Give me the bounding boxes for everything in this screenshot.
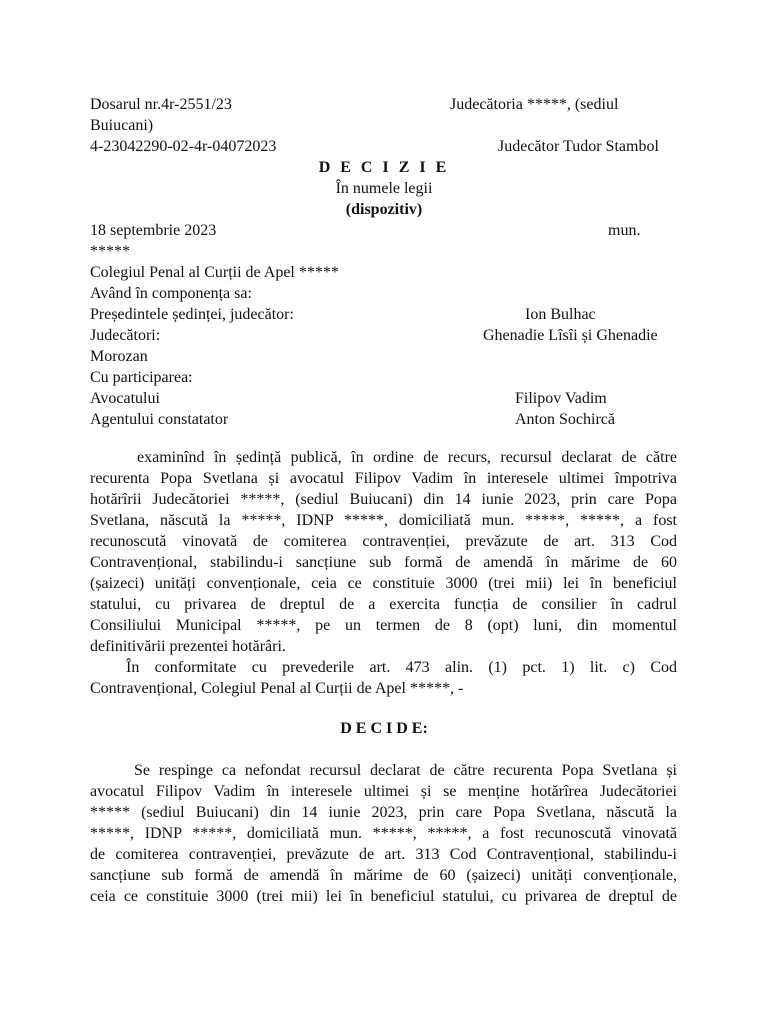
- paragraph-line: recunoscută vinovată de comiterea contravenției, prevăzute de art. 313 Cod: [90, 533, 677, 550]
- college-name: Colegiul Penal al Curții de Apel *****: [90, 264, 339, 281]
- decision-title: D E C I Z I E: [318, 159, 450, 176]
- paragraph-line: Svetlana, născută la *****, IDNP *****, domiciliată mun. *****, *****, a fost: [90, 512, 677, 529]
- dispositive-label: (dispozitiv): [345, 201, 423, 218]
- paragraph-line: recurenta Popa Svetlana și avocatul Filipov Vadim în interesele ultimei împotriva: [90, 470, 677, 487]
- president-label: Președintele ședinței, judecător:: [90, 306, 294, 323]
- paragraph-line: sancțiune sub formă de amendă în mărime de 60 (șaizeci) unități convenționale,: [90, 867, 677, 884]
- paragraph-line: Contravențional, stabilindu-i sancțiune sub formă de amendă în mărime de 60: [90, 554, 677, 571]
- lawyer-name: Filipov Vadim: [515, 390, 607, 407]
- president-name: Ion Bulhac: [525, 306, 596, 323]
- judge-name: Judecător Tudor Stambol: [498, 138, 659, 155]
- agent-label: Agentului constatator: [90, 411, 229, 428]
- paragraph-line: Consiliului Municipal *****, pe un termen de 8 (opt) luni, din momentul: [90, 617, 677, 634]
- paragraph-line: ceia ce constituie 3000 (trei mii) lei în beneficiul statului, cu privarea de dreptul de: [90, 888, 677, 905]
- paragraph-line: ***** (sediul Buiucani) din 14 iunie 2023, prin care Popa Svetlana, născută la: [90, 804, 677, 821]
- in-name-of-law: În numele legii: [335, 180, 433, 197]
- lawyer-label: Avocatului: [90, 390, 160, 407]
- case-id: 4-23042290-02-4r-04072023: [90, 138, 277, 155]
- paragraph-line: de comiterea contravenției, prevăzute de art. 313 Cod Contravențional, stabilindu-i: [90, 846, 677, 863]
- paragraph-line: Contravențional, Colegiul Penal al Curții de Apel *****, -: [90, 680, 464, 697]
- judges-names-continued: Morozan: [90, 348, 148, 365]
- participation-label: Cu participarea:: [90, 369, 193, 386]
- decision-place: mun.: [608, 222, 641, 239]
- decision-place-continued: *****: [90, 243, 130, 260]
- paragraph-line: *****, IDNP *****, domiciliată mun. *****, *****, a fost recunoscută vinovată: [90, 825, 677, 842]
- paragraph-line: definitivării prezentei hotărâri.: [90, 638, 286, 655]
- paragraph-line: Se respinge ca nefondat recursul declarat de către recurenta Popa Svetlana și: [134, 762, 677, 779]
- paragraph-line: În conformitate cu prevederile art. 473 alin. (1) pct. 1) lit. c) Cod: [126, 659, 677, 676]
- decision-date: 18 septembrie 2023: [90, 222, 217, 239]
- paragraph-line: (șaizeci) unități convenționale, ceia ce constituie 3000 (trei mii) lei în beneficiul: [90, 575, 677, 592]
- paragraph-line: statului, cu privarea de dreptul de a exercita funcția de consilier în cadrul: [90, 596, 677, 613]
- paragraph-line: avocatul Filipov Vadim în interesele ultimei și se menține hotărîrea Judecătoriei: [90, 783, 677, 800]
- composition-label: Având în componența sa:: [90, 285, 252, 302]
- agent-name: Anton Sochircă: [515, 411, 615, 428]
- judges-names: Ghenadie Lîsîi și Ghenadie: [483, 327, 658, 344]
- court-name: Judecătoria *****, (sediul: [450, 96, 619, 113]
- judges-label: Judecători:: [90, 327, 161, 344]
- case-number: Dosarul nr.4r-2551/23: [90, 96, 232, 113]
- decides-heading: D E C I D E:: [340, 720, 428, 737]
- paragraph-line: hotărîrii Judecătoriei *****, (sediul Buiucani) din 14 iunie 2023, prin care Popa: [90, 491, 677, 508]
- paragraph-line: examinînd în ședință publică, în ordine de recurs, recursul declarat de către: [137, 449, 677, 466]
- court-name-continued: Buiucani): [90, 117, 154, 134]
